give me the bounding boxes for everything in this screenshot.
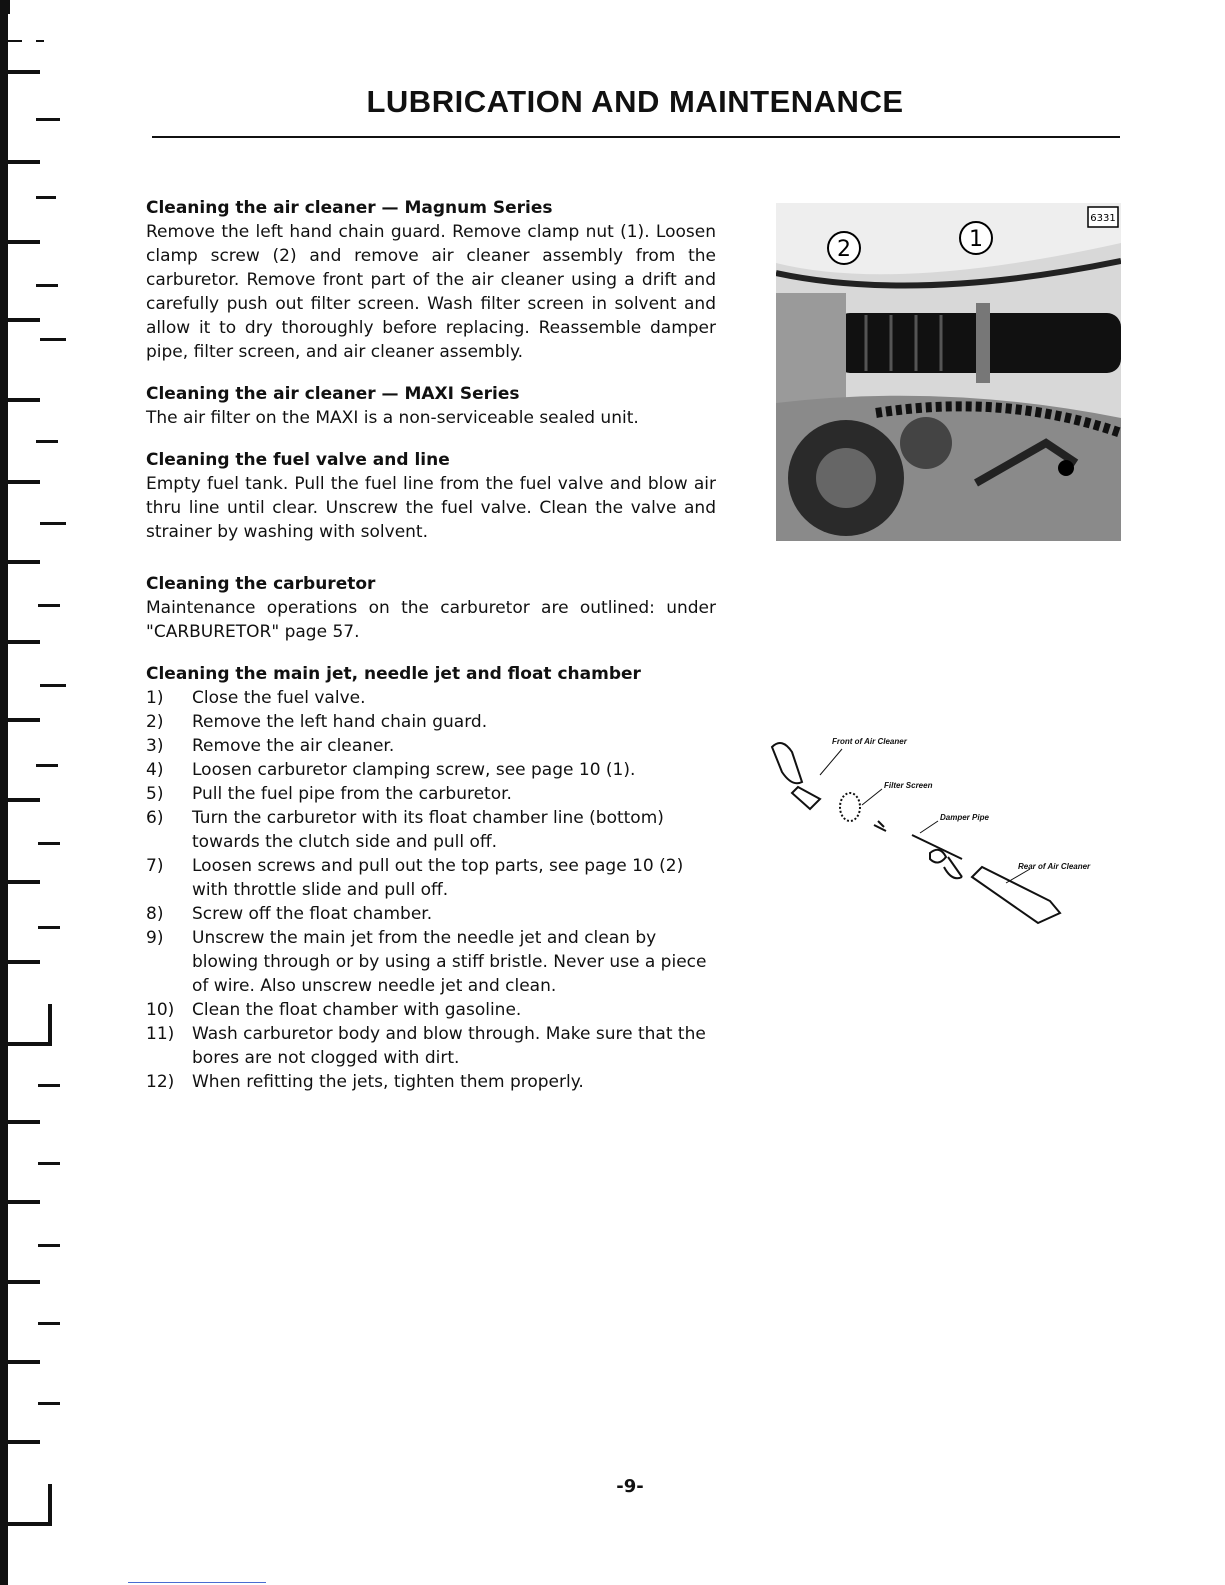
step-text: Clean the float chamber with gasoline. (192, 1000, 522, 1020)
step-text: Loosen screws and pull out the top parts, see page 10 (2) with throttle slide and pull off. (192, 856, 684, 900)
list-item (146, 686, 716, 710)
list-item (146, 998, 716, 1022)
diagram-drawing (762, 727, 1124, 942)
step-text: Remove the left hand chain guard. (192, 712, 488, 732)
step-number: 11) (146, 1024, 175, 1044)
callout-2: 2 (837, 237, 851, 262)
section-carburetor (146, 572, 716, 644)
list-item (146, 758, 716, 782)
section-air-cleaner-magnum (146, 196, 716, 364)
binder-edge (0, 0, 72, 1585)
section-body: Remove the left hand chain guard. Remove clamp nut (1). Loosen clamp screw (2) and remove air cleaner assembly from the carburetor. Remove front part of the air cleaner using a drift and carefully push out filter screen. Wash filter screen in solvent and allow it to dry thoroughly before replacing. Reassemble damper pipe, filter screen, and air cleaner assembly. (146, 222, 716, 362)
list-item (146, 926, 716, 998)
step-number: 8) (146, 904, 164, 924)
page-number: -9- (616, 1476, 644, 1497)
label-damper-pipe: Damper Pipe (940, 813, 989, 822)
footer-line (128, 1582, 266, 1583)
air-cleaner-photo (776, 203, 1121, 541)
step-text: Screw off the float chamber. (192, 904, 433, 924)
step-text: Pull the fuel pipe from the carburetor. (192, 784, 512, 804)
list-item (146, 854, 716, 902)
step-number: 5) (146, 784, 164, 804)
step-number: 3) (146, 736, 164, 756)
section-heading: Cleaning the fuel valve and line (146, 450, 450, 470)
list-item (146, 806, 716, 854)
section-heading: Cleaning the air cleaner — Magnum Series (146, 198, 553, 218)
list-item (146, 734, 716, 758)
step-text: Turn the carburetor with its float chamber line (bottom) towards the clutch side and pull off. (192, 808, 664, 852)
label-rear-air-cleaner: Rear of Air Cleaner (1018, 862, 1091, 871)
label-filter-screen: Filter Screen (884, 781, 933, 790)
step-text: Remove the air cleaner. (192, 736, 395, 756)
step-number: 1) (146, 688, 164, 708)
list-item (146, 710, 716, 734)
section-body: Maintenance operations on the carburetor are outlined: under "CARBURETOR" page 57. (146, 598, 716, 642)
step-text: Wash carburetor body and blow through. Make sure that the bores are not clogged with dirt. (192, 1024, 706, 1068)
photo-tag: 6331 (1090, 213, 1116, 224)
step-text: When refitting the jets, tighten them properly. (192, 1072, 584, 1092)
step-number: 4) (146, 760, 164, 780)
list-item (146, 902, 716, 926)
list-item (146, 1022, 716, 1070)
section-body: The air filter on the MAXI is a non-serviceable sealed unit. (146, 408, 639, 428)
step-text: Loosen carburetor clamping screw, see page 10 (1). (192, 760, 636, 780)
step-text: Close the fuel valve. (192, 688, 366, 708)
step-number: 2) (146, 712, 164, 732)
section-body: Empty fuel tank. Pull the fuel line from the fuel valve and blow air thru line until clear. Unscrew the fuel valve. Clean the valve and strainer by washing with solvent. (146, 474, 716, 542)
section-main-jet (146, 662, 716, 1094)
step-number: 10) (146, 1000, 175, 1020)
list-item (146, 782, 716, 806)
callout-1: 1 (969, 227, 983, 252)
step-number: 7) (146, 856, 164, 876)
step-number: 9) (146, 928, 164, 948)
title-rule (152, 136, 1120, 138)
list-item (146, 1070, 716, 1094)
section-heading: Cleaning the carburetor (146, 574, 376, 594)
section-air-cleaner-maxi (146, 382, 716, 430)
label-front-air-cleaner: Front of Air Cleaner (832, 737, 907, 746)
page-title: LUBRICATION AND MAINTENANCE (366, 84, 904, 119)
step-number: 6) (146, 808, 164, 828)
section-fuel-valve (146, 448, 716, 544)
air-cleaner-diagram (762, 727, 1124, 942)
steps-list (146, 686, 716, 1094)
step-text: Unscrew the main jet from the needle jet and clean by blowing through or by using a stiff bristle. Never use a piece of wire. Also unscrew needle jet and clean. (192, 928, 707, 996)
section-heading: Cleaning the main jet, needle jet and float chamber (146, 664, 641, 684)
section-heading: Cleaning the air cleaner — MAXI Series (146, 384, 520, 404)
text-column (146, 196, 716, 1112)
step-number: 12) (146, 1072, 175, 1092)
